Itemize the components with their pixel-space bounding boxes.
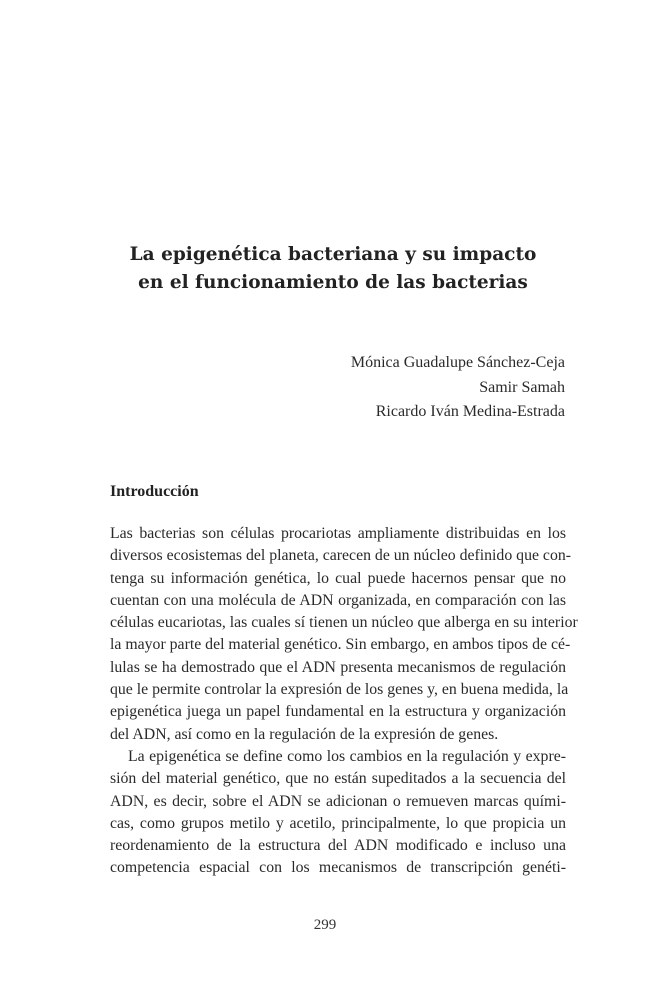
- text-line: sión del material genético, que no están supeditados a la secuencia del: [110, 770, 566, 788]
- text-line: epigenética juega un papel fundamental en la estructura y organización: [110, 703, 566, 721]
- text-line: del ADN, así como en la regulación de la expresión de genes.: [110, 725, 499, 743]
- text-line: la mayor parte del material genético. Sin embargo, en ambos tipos de cé-: [110, 636, 571, 654]
- text-line: competencia espacial con los mecanismos de transcripción genéti-: [110, 859, 566, 877]
- paragraph-1: [110, 523, 578, 746]
- text-line: diversos ecosistemas del planeta, carecen de un núcleo definido que con-: [110, 547, 572, 565]
- author-name: Ricardo Iván Medina-Estrada: [375, 403, 565, 420]
- chapter-title-line-2: en el funcionamiento de las bacterias: [138, 272, 528, 293]
- author-list: [351, 351, 565, 425]
- text-line: reordenamiento de la estructura del ADN modificado e incluso una: [110, 837, 566, 855]
- body-text: [110, 523, 578, 880]
- text-line: ADN, es decir, sobre el ADN se adicionan o remueven marcas quími-: [110, 792, 566, 810]
- text-line: La epigenética se define como los cambios en la regulación y expre-: [128, 747, 566, 765]
- text-line: Las bacterias son células procariotas ampliamente distribuidas en los: [110, 525, 566, 542]
- text-line: células eucariotas, las cuales sí tienen un núcleo que alberga en su interior: [110, 614, 578, 632]
- text-line: que le permite controlar la expresión de los genes y, en buena medida, la: [110, 681, 569, 699]
- text-line: tenga su información genética, lo cual puede hacernos pensar que no: [110, 569, 566, 587]
- author-name: Samir Samah: [479, 378, 565, 396]
- chapter-title-line-1: La epigenética bacteriana y su impacto: [129, 244, 537, 265]
- text-line: cas, como grupos metilo y acetilo, principalmente, lo que propicia un: [110, 814, 566, 832]
- paragraph-2: [110, 746, 566, 880]
- text-line: cuentan con una molécula de ADN organizada, en comparación con las: [110, 591, 566, 609]
- chapter-title: [110, 241, 556, 297]
- text-line: lulas se ha demostrado que el ADN presenta mecanismos de regulación: [110, 658, 566, 676]
- author-name: Mónica Guadalupe Sánchez-Ceja: [350, 354, 565, 371]
- section-heading-introduccion: Introducción: [110, 483, 199, 500]
- page-number: 299: [313, 917, 337, 933]
